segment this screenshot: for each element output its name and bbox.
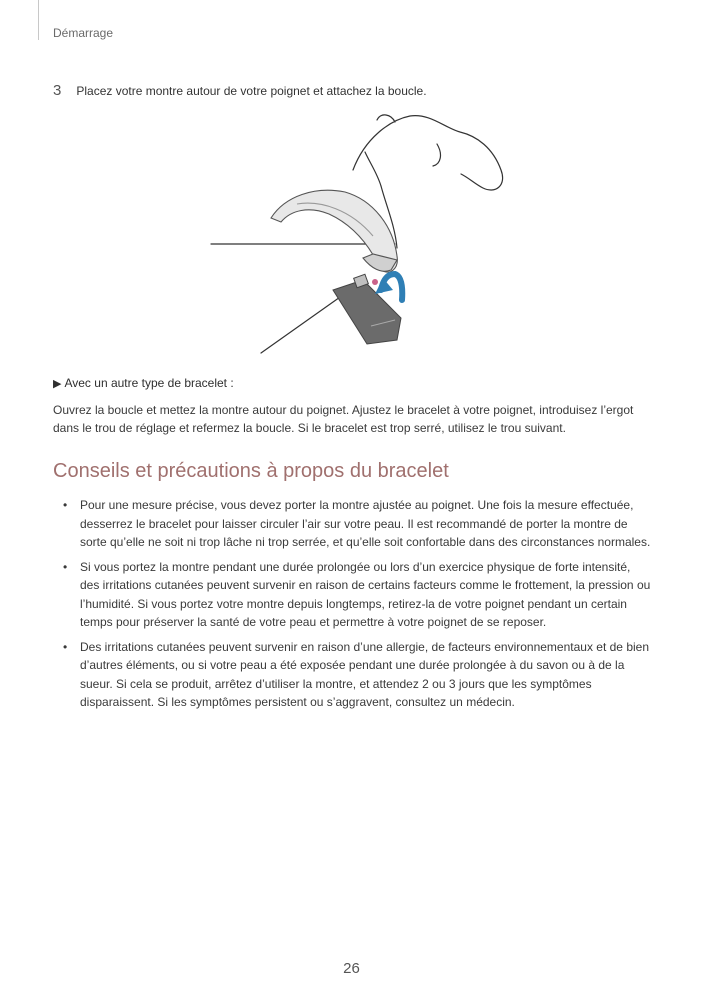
header-divider — [38, 0, 39, 40]
bullet-icon: • — [63, 639, 68, 654]
step-instruction — [53, 82, 427, 99]
watch-band — [271, 190, 397, 272]
play-arrow-icon: ▶ — [53, 378, 62, 390]
list-item-text: Des irritations cutanées peuvent survenir en raison d’une allergie, de facteurs environnementaux et de bien d’autres éléments, ou si votre peau a été exposée pendant une durée prolongée à du savon ou à de la sueur. Si cela se produit, arrêtez d’utiliser la montre, et attendez 2 ou 3 jours que les symptômes disparaissent. Si les symptômes persistent ou s’aggravent, consultez un médecin. — [80, 639, 650, 709]
hand-outline — [353, 115, 503, 190]
pin-accent — [372, 279, 378, 285]
list-item — [53, 558, 653, 632]
step-text: Placez votre montre autour de votre poignet et attachez la boucle. — [76, 84, 427, 98]
step-number: 3 — [53, 82, 62, 99]
bullet-icon: • — [63, 498, 68, 512]
note-heading-suffix: : — [227, 376, 234, 390]
wrist-band-illustration — [205, 108, 515, 358]
list-item — [53, 496, 653, 552]
precautions-list — [53, 496, 653, 718]
arm-bottom-line — [261, 290, 350, 353]
page-number: 26 — [343, 960, 360, 977]
list-item — [53, 638, 653, 712]
strap-end — [333, 274, 401, 344]
bullet-icon: • — [63, 559, 68, 574]
note-body: Ouvrez la boucle et mettez la montre autour du poignet. Ajustez le bracelet à votre poignet, introduisez l’ergot dans le trou de réglage et refermez la boucle. Si le bracelet est trop serré, utilisez le trou suivant. — [53, 403, 634, 435]
note-heading-text: Avec un autre type de bracelet — [64, 376, 228, 390]
list-item-text: Si vous portez la montre pendant une durée prolongée ou lors d’un exercice physique de forte intensité, des irritations cutanées peuvent survenir en raison de certains facteurs comme le frottement, la pression ou l’humidité. Si vous portez votre montre depuis longtemps, retirez-la de votre poignet pendant un certain temps pour préserver la santé de votre peau et permettre à votre poignet de se reposer. — [80, 559, 651, 629]
section-label: Démarrage — [53, 26, 114, 40]
section-title: Conseils et précautions à propos du bracelet — [53, 460, 449, 482]
list-item-text: Pour une mesure précise, vous devez porter la montre ajustée au poignet. Une fois la mesure effectuée, desserrez le bracelet pour laisser circuler l’air sur votre peau. Il est recommandé de porter la montre de sorte qu’elle ne soit ni trop lâche ni trop serrée, et qu’elle soit confortable dans des circonstances normales. — [80, 498, 651, 549]
note-heading — [53, 376, 234, 390]
